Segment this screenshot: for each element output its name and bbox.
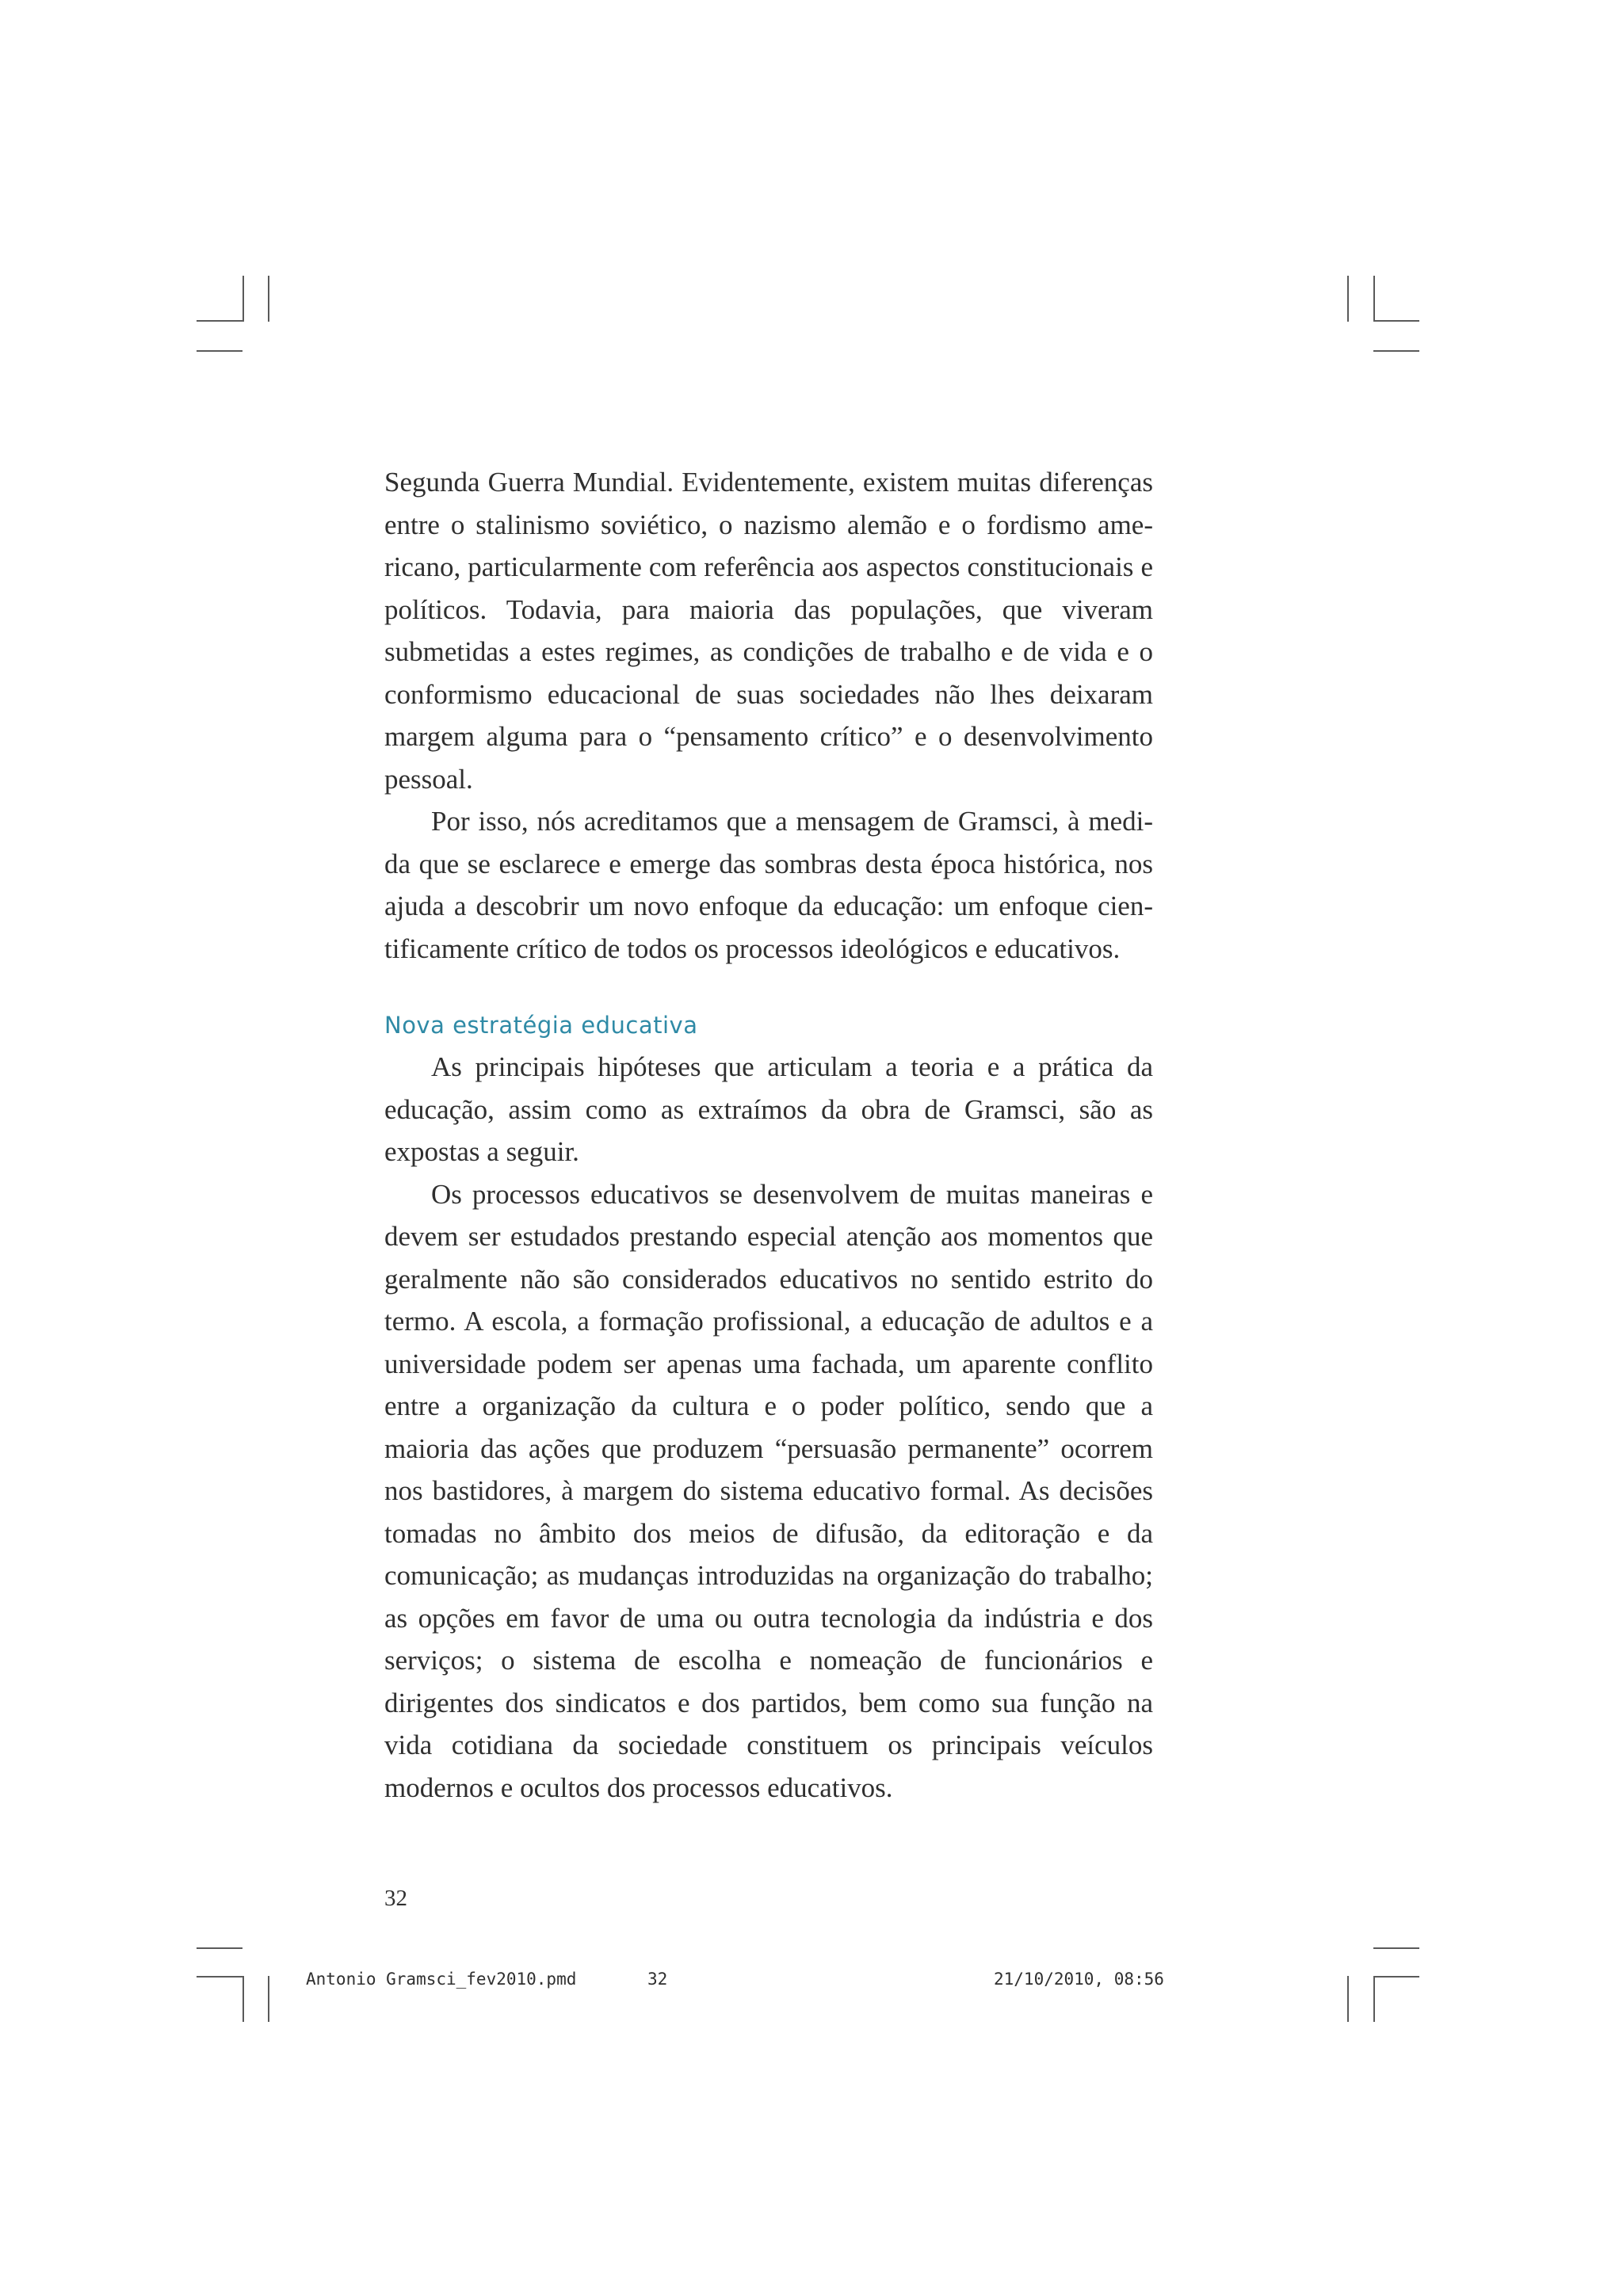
slug-filename: Antonio Gramsci_fev2010.pmd — [306, 1970, 577, 1989]
crop-mark — [1373, 320, 1419, 322]
crop-mark — [1373, 276, 1375, 322]
crop-mark — [1373, 350, 1419, 352]
crop-mark — [1347, 276, 1349, 322]
crop-mark — [242, 1976, 244, 2022]
slug-page-number: 32 — [647, 1970, 668, 1989]
paragraph: As principais hipóteses que articulam a teoria e a prática da educação, assim como as extraímos da obra de Gramsci, são as expostas a seguir. — [384, 1051, 1153, 1167]
crop-mark — [1347, 1976, 1349, 2022]
crop-mark — [1373, 1976, 1419, 1978]
body-text — [384, 461, 1153, 1809]
crop-mark — [268, 1976, 269, 2022]
paragraph: Por isso, nós acreditamos que a mensagem de Gramsci, à medida que se esclarece e emerge das sombras desta época histórica, nos ajuda a descobrir um novo enfoque da educação: um enfoque cientificamente crítico de todos os processos ideológicos e educativos. — [384, 806, 1153, 964]
crop-mark — [1373, 1947, 1419, 1949]
crop-mark — [1373, 1976, 1375, 2022]
paragraph: Segunda Guerra Mundial. Evidentemente, existem muitas diferenças entre o stalinismo soviético, o nazismo alemão e o fordismo americano, particularmente com referência aos aspectos constitucionais e políticos. Todavia, para maioria das populações, que viveram submetidas a estes regimes, as condições de trabalho e de vida e o conformismo educacional de suas sociedades não lhes deixaram margem alguma para o “pensamento crítico” e o desenvolvimento pessoal. — [384, 467, 1153, 795]
crop-mark — [197, 1947, 242, 1949]
slug-datetime: 21/10/2010, 08:56 — [994, 1970, 1164, 1989]
crop-mark — [197, 1976, 242, 1978]
crop-mark — [268, 276, 269, 322]
paragraph: Os processos educativos se desenvolvem de muitas maneiras e devem ser estudados prestando especial atenção aos momentos que geralmente não são considerados educativos no sentido estrito do termo. A escola, a formação profissional, a educação de adultos e a universidade podem ser apenas uma fachada, um aparente conflito entre a organização da cultura e o poder político, sendo que a maioria das ações que produzem “persuasão permanente” ocorrem nos bastidores, à margem do sistema educativo formal. As decisões tomadas no âmbito dos meios de difusão, da editoração e da comunicação; as mudanças introduzidas na organização do trabalho; as opções em favor de uma ou outra tecnologia da indústria e dos serviços; o sistema de escolha e nomeação de funcionários e dirigentes dos sindicatos e dos partidos, bem como sua função na vida cotidiana da sociedade constituem os principais veículos modernos e ocultos dos processos educativos. — [384, 1178, 1153, 1803]
section-heading: Nova estratégia educativa — [384, 1012, 698, 1039]
page-number: 32 — [384, 1886, 407, 1911]
crop-mark — [197, 320, 242, 322]
crop-mark — [242, 276, 244, 322]
crop-mark — [197, 350, 242, 352]
